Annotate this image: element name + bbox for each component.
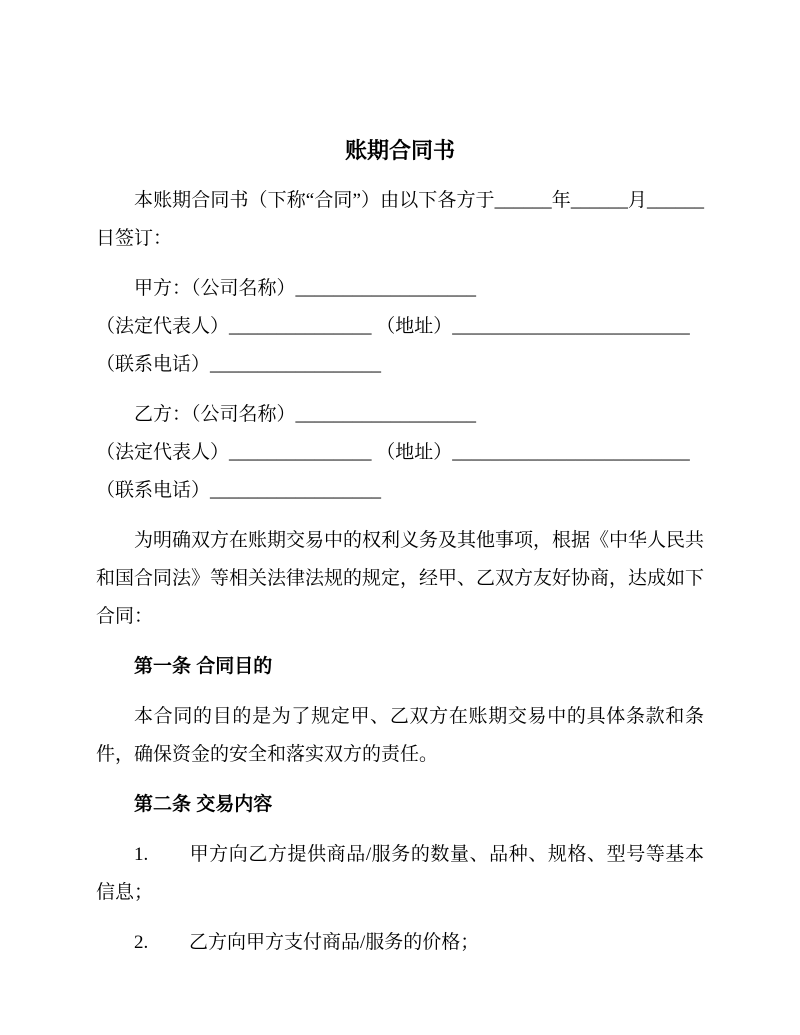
item-2-text: 乙方向甲方支付商品/服务的价格；: [189, 932, 480, 953]
item-2-number: 2.: [134, 932, 149, 953]
party-b-name-line: 乙方：（公司名称）___________________: [134, 404, 477, 425]
section-2-heading: 第二条 交易内容: [134, 794, 273, 815]
preamble-paragraph: 为明确双方在账期交易中的权利义务及其他事项，根据《中华人民共和国合同法》等相关法律法规的规定，经甲、乙双方友好协商，达成如下合同：: [96, 530, 705, 627]
party-a-phone-line: （联系电话）__________________: [96, 354, 382, 375]
section-2-item-2: [96, 924, 704, 962]
section-1-body: 本合同的目的是为了规定甲、乙双方在账期交易中的具体条款和条件，确保资金的安全和落实双方的责任。: [96, 706, 704, 765]
party-b-block: [96, 396, 704, 510]
party-b-representative-address-line: （法定代表人）_______________ （地址）_________________________: [96, 442, 690, 463]
item-1-text: 甲方向乙方提供商品/服务的数量、品种、规格、型号等基本信息；: [96, 844, 704, 903]
section-1-heading: 第一条 合同目的: [134, 656, 273, 677]
party-a-block: [96, 270, 704, 384]
section-2-item-1: [96, 836, 704, 912]
party-a-representative-address-line: （法定代表人）_______________ （地址）_________________________: [96, 316, 690, 337]
document-title: 账期合同书: [344, 138, 455, 163]
item-1-number: 1.: [134, 844, 149, 865]
party-b-phone-line: （联系电话）__________________: [96, 480, 382, 501]
intro-paragraph: 本账期合同书（下称“合同”）由以下各方于______年______月______日签订：: [96, 190, 704, 249]
party-a-name-line: 甲方：（公司名称）___________________: [134, 278, 477, 299]
